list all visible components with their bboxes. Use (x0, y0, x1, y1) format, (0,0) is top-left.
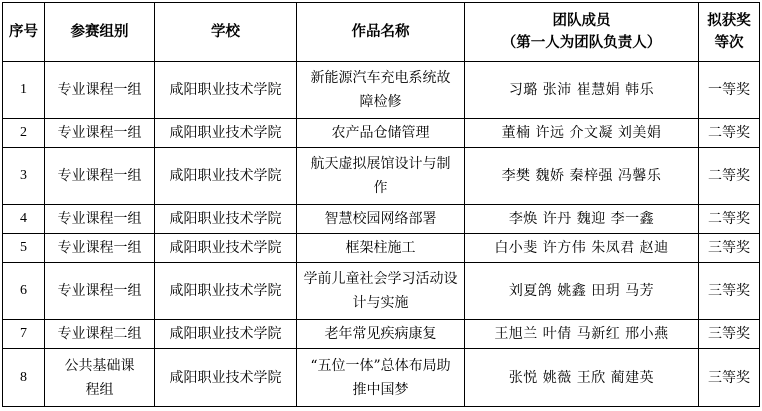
table-row (3, 148, 760, 205)
header-work: 作品名称 (297, 3, 465, 62)
cell-school: 咸阳职业技术学院 (155, 119, 297, 148)
cell-school: 咸阳职业技术学院 (155, 263, 297, 320)
cell-seq: 4 (3, 205, 45, 234)
header-award: 拟获奖等次 (699, 3, 760, 62)
cell-work: 学前儿童社会学习活动设计与实施 (297, 263, 465, 320)
cell-school: 咸阳职业技术学院 (155, 349, 297, 407)
cell-award: 二等奖 (699, 205, 760, 234)
table-row (3, 205, 760, 234)
header-team-line1: 团队成员 (552, 13, 611, 29)
cell-team: 张悦 姚薇 王欣 蔺建英 (465, 349, 699, 407)
cell-team: 李焕 许丹 魏迎 李一鑫 (465, 205, 699, 234)
header-group: 参赛组别 (45, 3, 155, 62)
cell-seq: 5 (3, 234, 45, 263)
cell-school: 咸阳职业技术学院 (155, 320, 297, 349)
cell-seq: 7 (3, 320, 45, 349)
cell-work: “五位一体”总体布局助推中国梦 (297, 349, 465, 407)
table-row (3, 119, 760, 148)
cell-work: 新能源汽车充电系统故障检修 (297, 62, 465, 119)
cell-award: 三等奖 (699, 263, 760, 320)
table-row (3, 263, 760, 320)
cell-work: 框架柱施工 (297, 234, 465, 263)
cell-group: 专业课程一组 (45, 119, 155, 148)
cell-group: 专业课程一组 (45, 263, 155, 320)
table-row (3, 349, 760, 407)
cell-seq: 6 (3, 263, 45, 320)
cell-award: 三等奖 (699, 320, 760, 349)
cell-work: 农产品仓储管理 (297, 119, 465, 148)
cell-school: 咸阳职业技术学院 (155, 148, 297, 205)
award-table (2, 2, 760, 407)
cell-group: 专业课程一组 (45, 205, 155, 234)
header-school: 学校 (155, 3, 297, 62)
cell-team: 王旭兰 叶倩 马新红 邢小燕 (465, 320, 699, 349)
cell-team: 刘夏鸽 姚鑫 田玥 马芳 (465, 263, 699, 320)
cell-group: 专业课程一组 (45, 234, 155, 263)
cell-work: 航天虚拟展馆设计与制作 (297, 148, 465, 205)
cell-team: 习璐 张沛 崔慧娟 韩乐 (465, 62, 699, 119)
cell-seq: 3 (3, 148, 45, 205)
cell-team: 白小斐 许方伟 朱凤君 赵迪 (465, 234, 699, 263)
cell-award: 二等奖 (699, 119, 760, 148)
cell-school: 咸阳职业技术学院 (155, 205, 297, 234)
cell-group: 专业课程一组 (45, 62, 155, 119)
table-row (3, 234, 760, 263)
cell-group: 专业课程二组 (45, 320, 155, 349)
cell-award: 三等奖 (699, 349, 760, 407)
cell-team: 李樊 魏娇 秦梓强 冯馨乐 (465, 148, 699, 205)
header-team (465, 3, 699, 62)
cell-seq: 1 (3, 62, 45, 119)
table-row (3, 320, 760, 349)
cell-group: 公共基础课程组 (45, 349, 155, 407)
cell-school: 咸阳职业技术学院 (155, 234, 297, 263)
cell-school: 咸阳职业技术学院 (155, 62, 297, 119)
header-team-line2: （第一人为团队负责人） (501, 35, 662, 51)
header-seq: 序号 (3, 3, 45, 62)
cell-seq: 8 (3, 349, 45, 407)
cell-team: 董楠 许远 介文凝 刘美娟 (465, 119, 699, 148)
cell-award: 一等奖 (699, 62, 760, 119)
cell-award: 三等奖 (699, 234, 760, 263)
table-row (3, 62, 760, 119)
cell-work: 老年常见疾病康复 (297, 320, 465, 349)
cell-award: 二等奖 (699, 148, 760, 205)
header-row (3, 3, 760, 62)
cell-work: 智慧校园网络部署 (297, 205, 465, 234)
cell-group: 专业课程一组 (45, 148, 155, 205)
cell-seq: 2 (3, 119, 45, 148)
